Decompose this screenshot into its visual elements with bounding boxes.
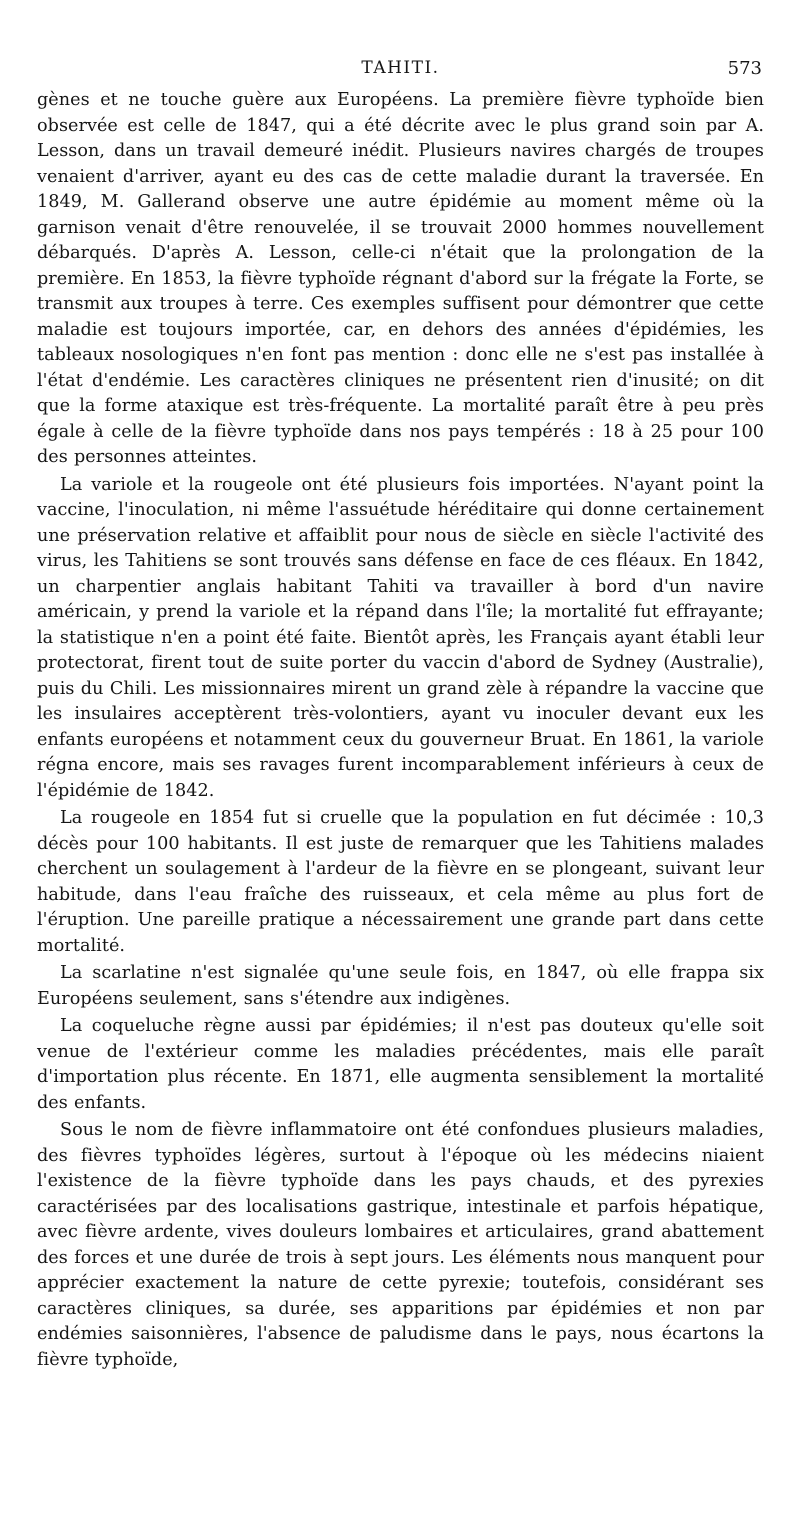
page-number: 573: [727, 58, 762, 79]
running-head: [37, 58, 764, 88]
paragraph-inflammatory-fever: Sous le nom de fièvre inflammatoire ont été confondues plusieurs maladies, des fièvres typhoïdes légères, surtout à l'époque où les médecins niaient l'existence de la fièvre typhoïde dans les pays chauds, et des pyrexies caractérisées par des localisations gastrique, intestinale et parfois hépatique, avec fièvre ardente, vives douleurs lombaires et articulaires, grand abattement des forces et une durée de trois à sept jours. Les éléments nous manquent pour apprécier exactement la nature de cette pyrexie; toutefois, considérant ses caractères cliniques, sa durée, ses apparitions par épidémies et non par endémies saisonnières, l'absence de paludisme dans le pays, nous écartons la fièvre typhoïde,: [37, 1120, 764, 1370]
paragraph-scarlet-fever: La scarlatine n'est signalée qu'une seule fois, en 1847, où elle frappa six Européens seulement, sans s'étendre aux indigènes.: [37, 963, 764, 1009]
paragraph-typhoid-fever: gènes et ne touche guère aux Européens. La première fièvre typhoïde bien observée est celle de 1847, qui a été décrite avec le plus grand soin par A. Lesson, dans un travail demeuré inédit. Plusieurs navires chargés de troupes venaient d'arriver, ayant eu des cas de cette maladie durant la traversée. En 1849, M. Gallerand observe une autre épidémie au moment même où la garnison venait d'être renouvelée, il se trouvait 2000 hommes nouvellement débarqués. D'après A. Lesson, celle-ci n'était que la prolongation de la première. En 1853, la fièvre typhoïde régnant d'abord sur la frégate la Forte, se transmit aux troupes à terre. Ces exemples suffisent pour démontrer que cette maladie est toujours importée, car, en dehors des années d'épidémies, les tableaux nosologiques n'en font pas mention : donc elle ne s'est pas installée à l'état d'endémie. Les caractères cliniques ne présentent rien d'inusité; on dit que la forme ataxique est très-fréquente. La mortalité paraît être à peu près égale à celle de la fièvre typhoïde dans nos pays tempérés : 18 à 25 pour 100 des personnes atteintes.: [37, 90, 764, 467]
running-title: TAHITI.: [361, 58, 440, 78]
body-text: [37, 88, 764, 1373]
book-page: [37, 58, 764, 1373]
paragraph-smallpox-measles: La variole et la rougeole ont été plusieurs fois importées. N'ayant point la vaccine, l'inoculation, ni même l'assuétude héréditaire qui donne certainement une préservation relative et affaiblit pour nous de siècle en siècle l'activité des virus, les Tahitiens se sont trouvés sans défense en face de ces fléaux. En 1842, un charpentier anglais habitant Tahiti va travailler à bord d'un navire américain, y prend la variole et la répand dans l'île; la mortalité fut effrayante; la statistique n'en a point été faite. Bientôt après, les Français ayant établi leur protectorat, firent tout de suite porter du vaccin d'abord de Sydney (Australie), puis du Chili. Les missionnaires mirent un grand zèle à répandre la vaccine que les insulaires acceptèrent très-volontiers, ayant vu inoculer devant eux les enfants européens et notamment ceux du gouverneur Bruat. En 1861, la variole régna encore, mais ses ravages furent incomparablement inférieurs à ceux de l'épidémie de 1842.: [37, 474, 764, 801]
paragraph-measles-1854: La rougeole en 1854 fut si cruelle que la population en fut décimée : 10,3 décès pour 100 habitants. Il est juste de remarquer que les Tahitiens malades cherchent un soulagement à l'ardeur de la fièvre en se plongeant, suivant leur habitude, dans l'eau fraîche des ruisseaux, et cela même au plus fort de l'éruption. Une pareille pratique a nécessairement une grande part dans cette mortalité.: [37, 808, 764, 956]
paragraph-whooping-cough: La coqueluche règne aussi par épidémies; il n'est pas douteux qu'elle soit venue de l'extérieur comme les maladies précédentes, mais elle paraît d'importation plus récente. En 1871, elle augmenta sensiblement la mortalité des enfants.: [37, 1016, 764, 1113]
